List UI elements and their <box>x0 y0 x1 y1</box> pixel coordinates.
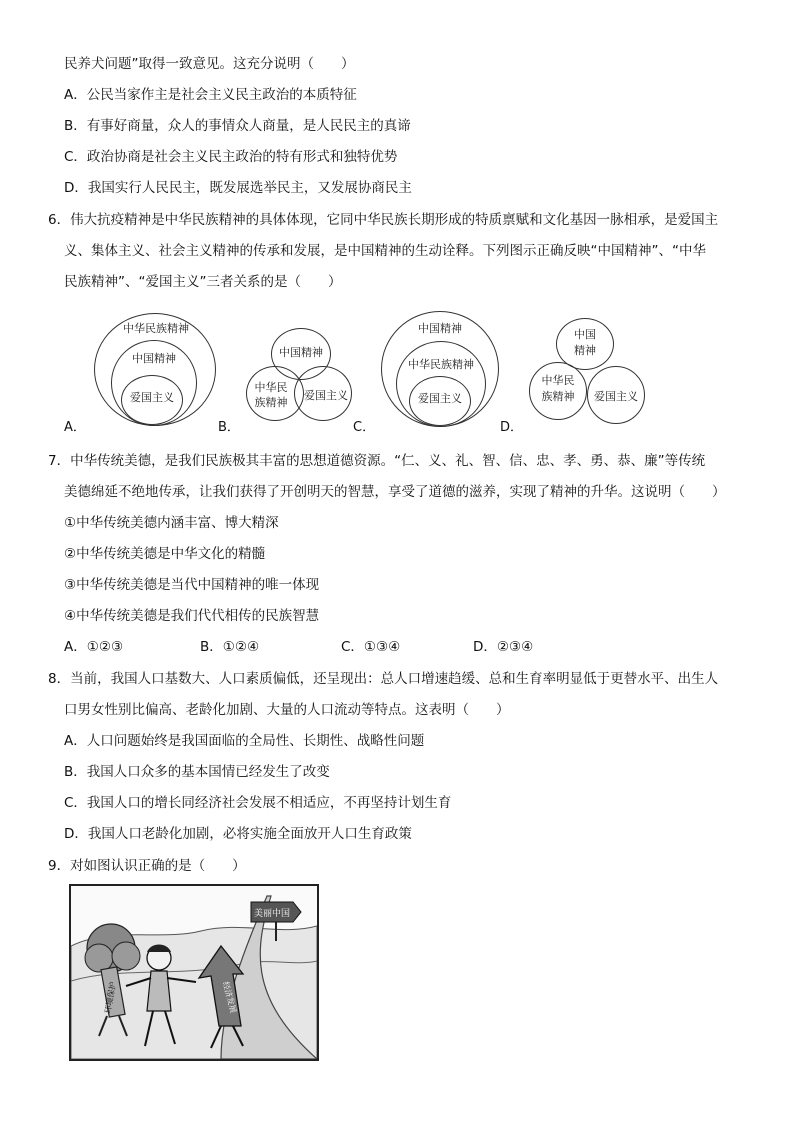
diagram-a-middle-label: 中国精神 <box>132 352 176 365</box>
q5-stem-end: 民养犬问题”取得一致意见。这充分说明（ ） <box>64 56 355 72</box>
diagram-c-middle-label: 中华民族精神 <box>408 358 474 371</box>
diagram-d-left-label-2: 族精神 <box>541 390 575 403</box>
q7-choice-b: B．①②④ <box>200 639 260 655</box>
q8-option-a: A．人口问题始终是我国面临的全局性、长期性、战略性问题 <box>64 733 425 749</box>
q6-stem-line-2: 义、集体主义、社会主义精神的传承和发展，是中国精神的生动诠释。下列图示正确反映“中国精神”、“中华 <box>64 243 706 259</box>
diagram-a-letter: A． <box>64 420 86 435</box>
diagram-d-left-label-1: 中华民 <box>541 374 575 387</box>
q9-cartoon-drawing <box>71 886 317 1059</box>
q7-choice-c: C．①③④ <box>341 639 401 655</box>
q7-choice-a: A．①②③ <box>64 639 124 655</box>
q7-item-1: ①中华传统美德内涵丰富、博大精深 <box>64 515 279 531</box>
q5-option-c: C．政治协商是社会主义民主政治的特有形式和独特优势 <box>64 149 398 165</box>
diagram-d-right-label: 爱国主义 <box>594 390 638 403</box>
q6-stem-line-3: 民族精神”、“爱国主义”三者关系的是（ ） <box>64 274 342 290</box>
diagram-b-left-label-2: 族精神 <box>254 396 288 409</box>
q5-option-d: D．我国实行人民民主，既发展选举民主，又发展协商民主 <box>64 180 412 196</box>
q7-item-2: ②中华传统美德是中华文化的精髓 <box>64 546 266 562</box>
q6-stem-line-1: 6．伟大抗疫精神是中华民族精神的具体体现，它同中华民族长期形成的特质禀赋和文化基因一脉相承，是爱国主 <box>48 212 719 228</box>
q8-stem-line-1: 8．当前，我国人口基数大、人口素质偏低，还呈现出：总人口增速趋缓、总和生育率明显低于更替水平、出生人 <box>48 671 719 687</box>
diagram-d-top-label-2: 精神 <box>574 344 596 357</box>
q9-tree-text: 环境保护 <box>103 981 118 1015</box>
diagram-c-outer-label: 中国精神 <box>418 322 462 335</box>
q9-cartoon <box>69 884 319 1061</box>
q7-item-4: ④中华传统美德是我们代代相传的民族智慧 <box>64 608 320 624</box>
diagram-b-left-label-1: 中华民 <box>254 381 288 394</box>
q8-option-c: C．我国人口的增长同经济社会发展不相适应，不再坚持计划生育 <box>64 795 452 811</box>
q8-stem-line-2: 口男女性别比偏高、老龄化加剧、大量的人口流动等特点。这表明（ ） <box>64 702 510 718</box>
q7-stem-line-2: 美德绵延不绝地传承，让我们获得了开创明天的智慧，享受了道德的滋养，实现了精神的升华。这说明（ ） <box>64 484 726 500</box>
diagram-d-top-label-1: 中国 <box>574 328 596 341</box>
q7-choice-d: D．②③④ <box>473 639 534 655</box>
diagram-d-letter: D． <box>500 420 524 435</box>
diagram-c-letter: C． <box>353 420 376 435</box>
diagram-a-inner-label: 爱国主义 <box>130 391 174 404</box>
diagram-b-letter: B． <box>218 420 240 435</box>
diagram-a-outer-label: 中华民族精神 <box>123 322 189 335</box>
q9-sign-text: 美丽中国 <box>253 909 291 919</box>
q8-option-b: B．我国人口众多的基本国情已经发生了改变 <box>64 764 330 780</box>
q7-stem-line-1: 7．中华传统美德，是我们民族极其丰富的思想道德资源。“仁、义、礼、智、信、忠、孝、勇、恭、廉”等传统 <box>48 453 706 469</box>
q9-arrow-text: 经济发展 <box>220 980 238 1014</box>
q5-option-b: B．有事好商量，众人的事情众人商量，是人民民主的真谛 <box>64 118 411 134</box>
diagram-b-right-label: 爱国主义 <box>304 389 348 402</box>
q5-option-a: A．公民当家作主是社会主义民主政治的本质特征 <box>64 87 357 103</box>
diagram-b-top-label: 中国精神 <box>279 346 323 359</box>
diagram-c-inner-label: 爱国主义 <box>418 392 462 405</box>
q7-item-3: ③中华传统美德是当代中国精神的唯一体现 <box>64 577 320 593</box>
q9-stem: 9．对如图认识正确的是（ ） <box>48 858 246 874</box>
q8-option-d: D．我国人口老龄化加剧，必将实施全面放开人口生育政策 <box>64 826 412 842</box>
